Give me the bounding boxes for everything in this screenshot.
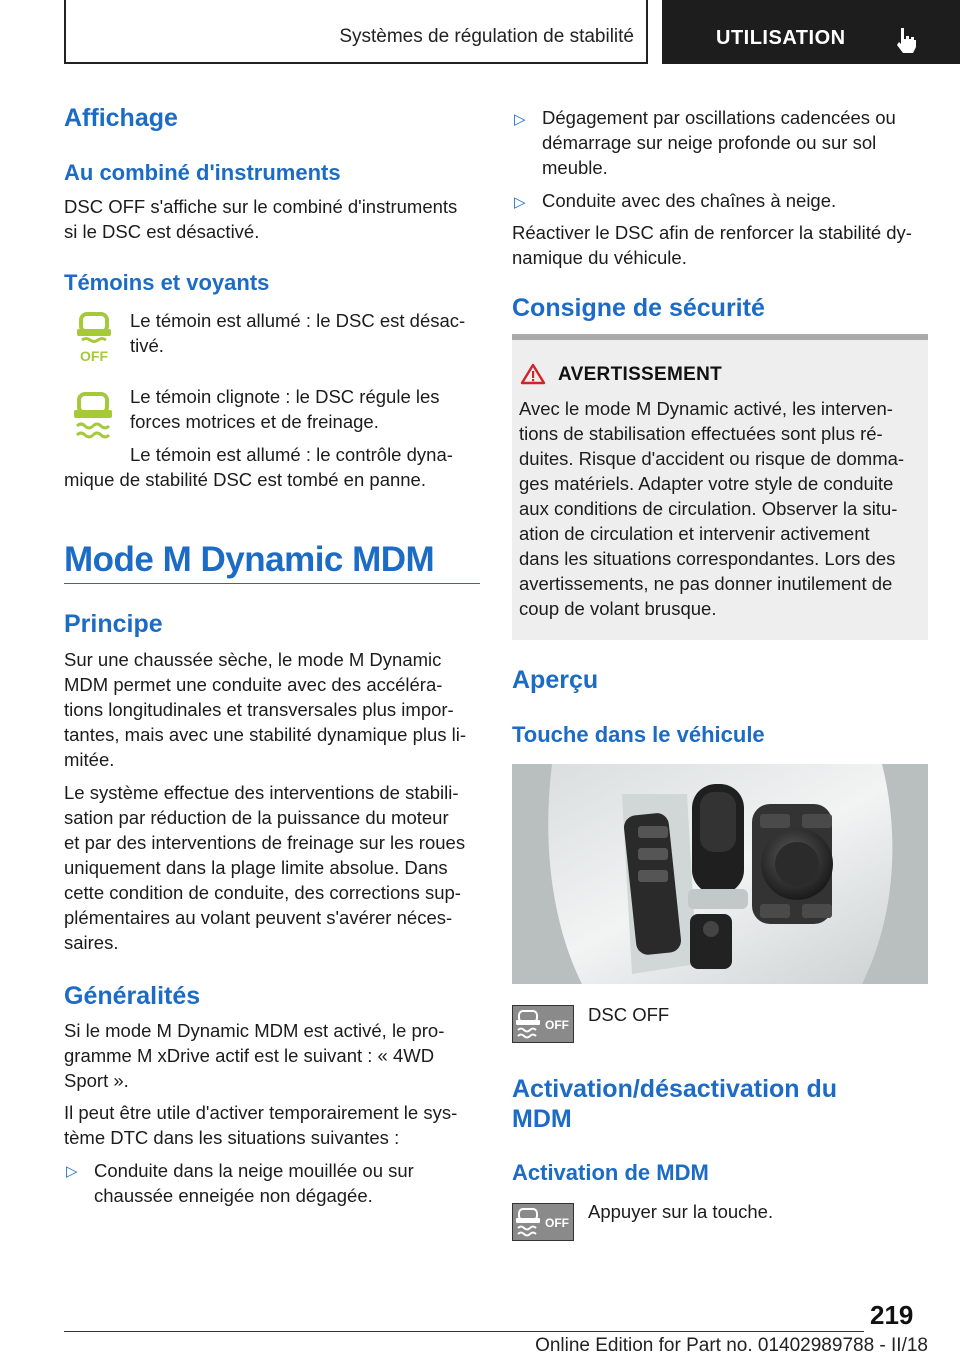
warning-triangle-icon [520,363,546,385]
button-off-text: OFF [545,1216,569,1230]
button-off-text: OFF [545,1018,569,1032]
dsc-off-button-icon [512,1203,574,1241]
principe-paragraph-1: Sur une chaussée sèche, le mode M Dynamic MDM permet une conduite avec des accéléra- tions longitudinales et transversales plus impor- tantes, mais avec une stabilité dynamique plus li- mitée. [64,649,467,770]
section-title-apercu: Aperçu [512,666,599,694]
subsection-title-activation-mdm: Activation de MDM [512,1160,709,1185]
section-title-principe: Principe [64,610,163,638]
section-title-consigne: Consigne de sécurité [512,294,765,322]
appuyer-text: Appuyer sur la touche. [588,1201,774,1222]
header-section-title: Systèmes de régulation de stabilité [339,26,634,47]
footer-edition: Online Edition for Part no. 01402989788 - II/18 [535,1335,928,1356]
subsection-title-combine: Au combiné d'instruments [64,160,341,185]
bullet-marker: ▷ [514,194,526,211]
dsc-indicator-icon [70,392,116,442]
bullet-item-3: Conduite avec des chaînes à neige. [542,190,837,211]
subsection-title-touche: Touche dans le véhicule [512,722,765,747]
chapter-title-rule [64,583,480,584]
warning-text: Avec le mode M Dynamic activé, les interven- tions de stabilisation effectuées sont plus ré- duites. Risque d'accident ou risque de domma- ges matériels. Adapter votre style de conduite aux conditions de circulation. Observer la situ- ation de circulation et intervenir activement dans les situations correspondantes. Lors des avertissements, ne pas donner inutilement de coup de volant brusque. [519,398,905,619]
dsc-off-label: DSC OFF [588,1004,670,1025]
bullet-item-1: Conduite dans la neige mouillée ou sur chaussée enneigée non dégagée. [94,1160,414,1206]
dsc-off-indicator-icon [74,312,114,364]
dsc-off-button-icon [512,1005,574,1043]
principe-paragraph-2: Le système effectue des interventions de stabili- sation par réduction de la puissance du moteur et par des interventions de freinage sur les roues uniquement dans la plage limite absolue. Dans cette condition de conduite, des corrections sup- plémentaires au volant peuvent s'avérer néces- saires. [64,782,466,953]
warning-title: AVERTISSEMENT [558,364,723,385]
chapter-title-mdm: Mode M Dynamic MDM [64,540,435,579]
footer-rule [64,1331,864,1332]
header-chapter-label: UTILISATION [716,27,846,49]
reactiver-paragraph: Réactiver le DSC afin de renforcer la stabilité dy- namique du véhicule. [512,222,912,268]
svg-text:OFF: OFF [80,348,108,364]
center-console-photo [512,764,928,984]
pointing-hand-icon [892,25,922,55]
combine-text: DSC OFF s'affiche sur le combiné d'instruments si le DSC est désactivé. [64,196,458,242]
temoin-3-text: Le témoin est allumé : le contrôle dyna- mique de stabilité DSC est tombé en panne. [64,444,453,490]
page-number: 219 [870,1300,914,1330]
section-title-generalites: Généralités [64,982,201,1010]
temoin-2-text: Le témoin clignote : le DSC régule les forces motrices et de freinage. [130,386,440,432]
section-title-activation: Activation/désactivation du MDM [512,1075,838,1133]
subsection-title-temoins: Témoins et voyants [64,270,270,295]
section-title-affichage: Affichage [64,104,178,132]
bullet-marker: ▷ [514,111,526,128]
generalites-paragraph-1: Si le mode M Dynamic MDM est activé, le pro- gramme M xDrive actif est le suivant : « 4WD Sport ». [64,1020,445,1091]
bullet-item-2: Dégagement par oscillations cadencées ou démarrage sur neige profonde ou sur sol meuble. [542,107,896,178]
bullet-marker: ▷ [66,1163,78,1180]
generalites-paragraph-2: Il peut être utile d'activer temporairement le sys- tème DTC dans les situations suivantes : [64,1102,458,1148]
temoin-1-text: Le témoin est allumé : le DSC est désac- tivé. [130,310,466,356]
